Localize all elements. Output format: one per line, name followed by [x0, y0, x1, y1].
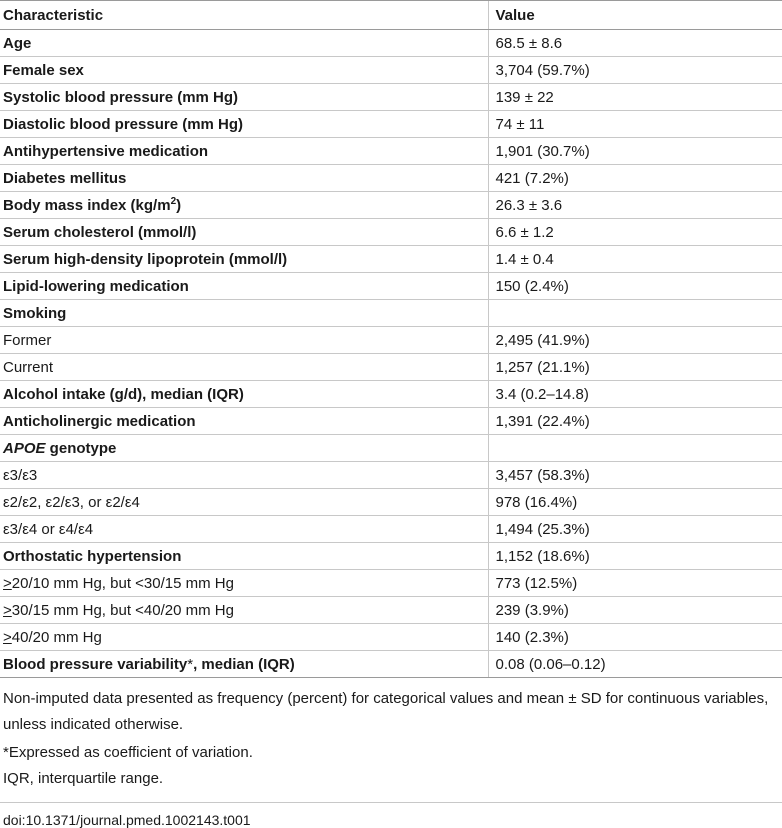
row-label: ε3/ε3	[0, 462, 488, 489]
table-row	[0, 435, 782, 462]
row-label: Diastolic blood pressure (mm Hg)	[0, 111, 488, 138]
row-value: 26.3 ± 3.6	[488, 192, 782, 219]
doi-link[interactable]: doi:10.1371/journal.pmed.1002143.t001	[3, 812, 251, 828]
table-row	[0, 408, 782, 435]
row-label: ε2/ε2, ε2/ε3, or ε2/ε4	[0, 489, 488, 516]
row-label: Lipid-lowering medication	[0, 273, 488, 300]
row-label-text: Body mass index (kg/m	[3, 196, 171, 214]
table-row	[0, 489, 782, 516]
row-value: 1,494 (25.3%)	[488, 516, 782, 543]
table-row	[0, 624, 782, 651]
row-value: 3.4 (0.2–14.8)	[488, 381, 782, 408]
row-label	[0, 192, 488, 219]
table-row	[0, 327, 782, 354]
table-row	[0, 381, 782, 408]
row-value: 6.6 ± 1.2	[488, 219, 782, 246]
footnote-data-description: Non-imputed data presented as frequency (percent) for categorical values and mean ± SD for continuous variables, unless indicated otherwise.	[3, 690, 769, 733]
row-label	[0, 435, 488, 462]
table-row	[0, 165, 782, 192]
table-row	[0, 111, 782, 138]
row-value	[488, 435, 782, 462]
row-label-italic: APOE	[3, 439, 46, 457]
row-value: 3,704 (59.7%)	[488, 57, 782, 84]
row-label: Age	[0, 30, 488, 57]
row-label: Diabetes mellitus	[0, 165, 488, 192]
row-label: Serum high-density lipoprotein (mmol/l)	[0, 246, 488, 273]
row-value: 68.5 ± 8.6	[488, 30, 782, 57]
table-row	[0, 570, 782, 597]
greater-equal-symbol: >	[3, 574, 12, 592]
row-value: 1,901 (30.7%)	[488, 138, 782, 165]
asterisk: *	[187, 655, 194, 673]
table-row	[0, 354, 782, 381]
row-label-end: )	[176, 196, 182, 214]
row-label-text: genotype	[45, 439, 117, 457]
table-row	[0, 246, 782, 273]
table-row	[0, 651, 782, 678]
row-label: Alcohol intake (g/d), median (IQR)	[0, 381, 488, 408]
row-value: 773 (12.5%)	[488, 570, 782, 597]
row-label-end: , median (IQR)	[193, 655, 295, 673]
footnote-asterisk: *Expressed as coefficient of variation.	[3, 744, 253, 761]
table-row	[0, 516, 782, 543]
row-value: 140 (2.3%)	[488, 624, 782, 651]
row-value	[488, 300, 782, 327]
table-row	[0, 30, 782, 57]
row-label: Former	[0, 327, 488, 354]
row-label: ε3/ε4 or ε4/ε4	[0, 516, 488, 543]
greater-equal-symbol: >	[3, 628, 12, 646]
superscript: 2	[170, 195, 177, 207]
header-value: Value	[488, 1, 782, 30]
row-label-text: Blood pressure variability	[3, 655, 188, 673]
table-row	[0, 84, 782, 111]
table-row	[0, 192, 782, 219]
row-label: Current	[0, 354, 488, 381]
row-label-text: 40/20 mm Hg	[11, 628, 102, 646]
row-label: Smoking	[0, 300, 488, 327]
row-value: 1,391 (22.4%)	[488, 408, 782, 435]
table-row	[0, 543, 782, 570]
row-label-text: 30/15 mm Hg, but <40/20 mm Hg	[11, 601, 234, 619]
table-row	[0, 300, 782, 327]
row-label: Anticholinergic medication	[0, 408, 488, 435]
row-label	[0, 624, 488, 651]
row-label: Female sex	[0, 57, 488, 84]
row-value: 74 ± 11	[488, 111, 782, 138]
table-row	[0, 219, 782, 246]
row-label: Antihypertensive medication	[0, 138, 488, 165]
table-row	[0, 57, 782, 84]
row-label: Serum cholesterol (mmol/l)	[0, 219, 488, 246]
row-label	[0, 570, 488, 597]
table-row	[0, 462, 782, 489]
row-value: 150 (2.4%)	[488, 273, 782, 300]
table-row	[0, 138, 782, 165]
row-value: 139 ± 22	[488, 84, 782, 111]
row-label: Orthostatic hypertension	[0, 543, 488, 570]
row-value: 0.08 (0.06–0.12)	[488, 651, 782, 678]
row-label: Systolic blood pressure (mm Hg)	[0, 84, 488, 111]
row-value: 1,257 (21.1%)	[488, 354, 782, 381]
table-row	[0, 597, 782, 624]
header-characteristic: Characteristic	[0, 1, 488, 30]
table-header-row	[0, 1, 782, 30]
row-value: 2,495 (41.9%)	[488, 327, 782, 354]
row-label	[0, 651, 488, 678]
row-label-text: 20/10 mm Hg, but <30/15 mm Hg	[11, 574, 234, 592]
row-value: 978 (16.4%)	[488, 489, 782, 516]
footnote-abbreviation: IQR, interquartile range.	[3, 770, 164, 787]
row-value: 1,152 (18.6%)	[488, 543, 782, 570]
row-value: 239 (3.9%)	[488, 597, 782, 624]
row-value: 3,457 (58.3%)	[488, 462, 782, 489]
row-value: 421 (7.2%)	[488, 165, 782, 192]
row-label	[0, 597, 488, 624]
table-footnotes	[0, 678, 782, 792]
greater-equal-symbol: >	[3, 601, 12, 619]
row-value: 1.4 ± 0.4	[488, 246, 782, 273]
table-row	[0, 273, 782, 300]
